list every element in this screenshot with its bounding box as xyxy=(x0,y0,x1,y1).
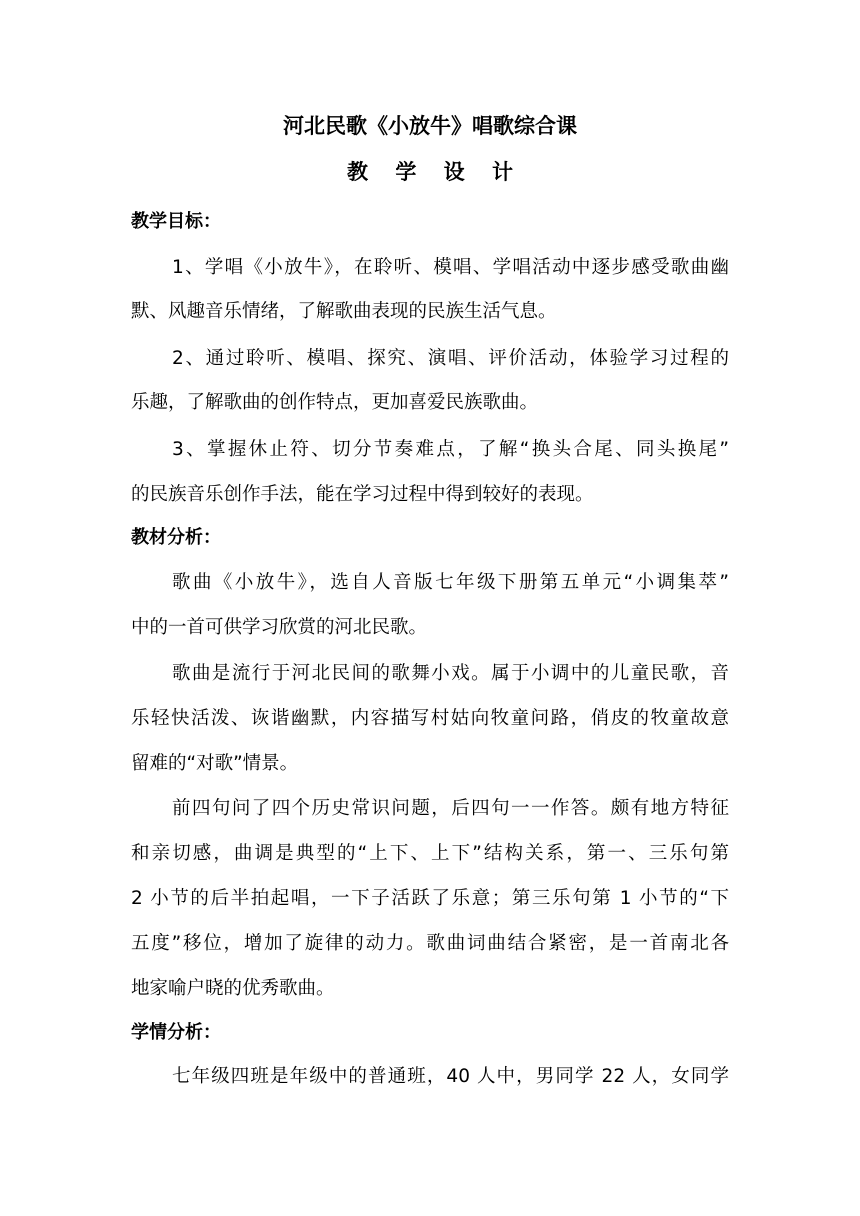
section-heading-objectives: 教学目标： xyxy=(131,211,221,232)
paragraph-line: 歌曲《小放牛》，选自人音版七年级下册第五单元“小调集萃” xyxy=(172,572,729,593)
paragraph-line: 和亲切感，曲调是典型的“上下、上下”结构关系，第一、三乐句第 xyxy=(131,843,729,864)
section-heading-material-analysis: 教材分析： xyxy=(131,527,221,548)
paragraph-line: 七年级四班是年级中的普通班，40 人中，男同学 22 人，女同学 xyxy=(172,1066,729,1087)
paragraph-line: 中的一首可供学习欣赏的河北民歌。 xyxy=(131,617,428,638)
paragraph-line: 2、通过聆听、模唱、探究、演唱、评价活动，体验学习过程的 xyxy=(172,348,729,369)
paragraph-line: 1、学唱《小放牛》，在聆听、模唱、学唱活动中逐步感受歌曲幽 xyxy=(172,257,729,278)
paragraph-line: 前四句问了四个历史常识问题，后四句一一作答。颇有地方特征 xyxy=(172,798,729,819)
paragraph-line: 乐趣，了解歌曲的创作特点，更加喜爱民族歌曲。 xyxy=(131,392,539,413)
section-heading-student-analysis: 学情分析： xyxy=(131,1022,221,1043)
paragraph-line: 2 小节的后半拍起唱，一下子活跃了乐意；第三乐句第 1 小节的“下 xyxy=(131,888,729,909)
paragraph-line: 的民族音乐创作手法，能在学习过程中得到较好的表现。 xyxy=(131,484,594,505)
paragraph-line: 五度”移位，增加了旋律的动力。歌曲词曲结合紧密，是一首南北各 xyxy=(131,933,729,954)
paragraph-line: 乐轻快活泼、诙谐幽默，内容描写村姑向牧童问路，俏皮的牧童故意 xyxy=(131,708,729,729)
paragraph-line: 3、掌握休止符、切分节奏难点，了解“换头合尾、同头换尾” xyxy=(172,439,729,460)
document-title: 河北民歌《小放牛》唱歌综合课 xyxy=(283,114,577,138)
paragraph-line: 留难的“对歌”情景。 xyxy=(131,753,299,774)
paragraph-line: 地家喻户晓的优秀歌曲。 xyxy=(131,978,335,999)
paragraph-line: 歌曲是流行于河北民间的歌舞小戏。属于小调中的儿童民歌，音 xyxy=(172,663,729,684)
document-subtitle: 教 学 设 计 xyxy=(347,160,523,184)
paragraph-line: 默、风趣音乐情绪，了解歌曲表现的民族生活气息。 xyxy=(131,301,557,322)
